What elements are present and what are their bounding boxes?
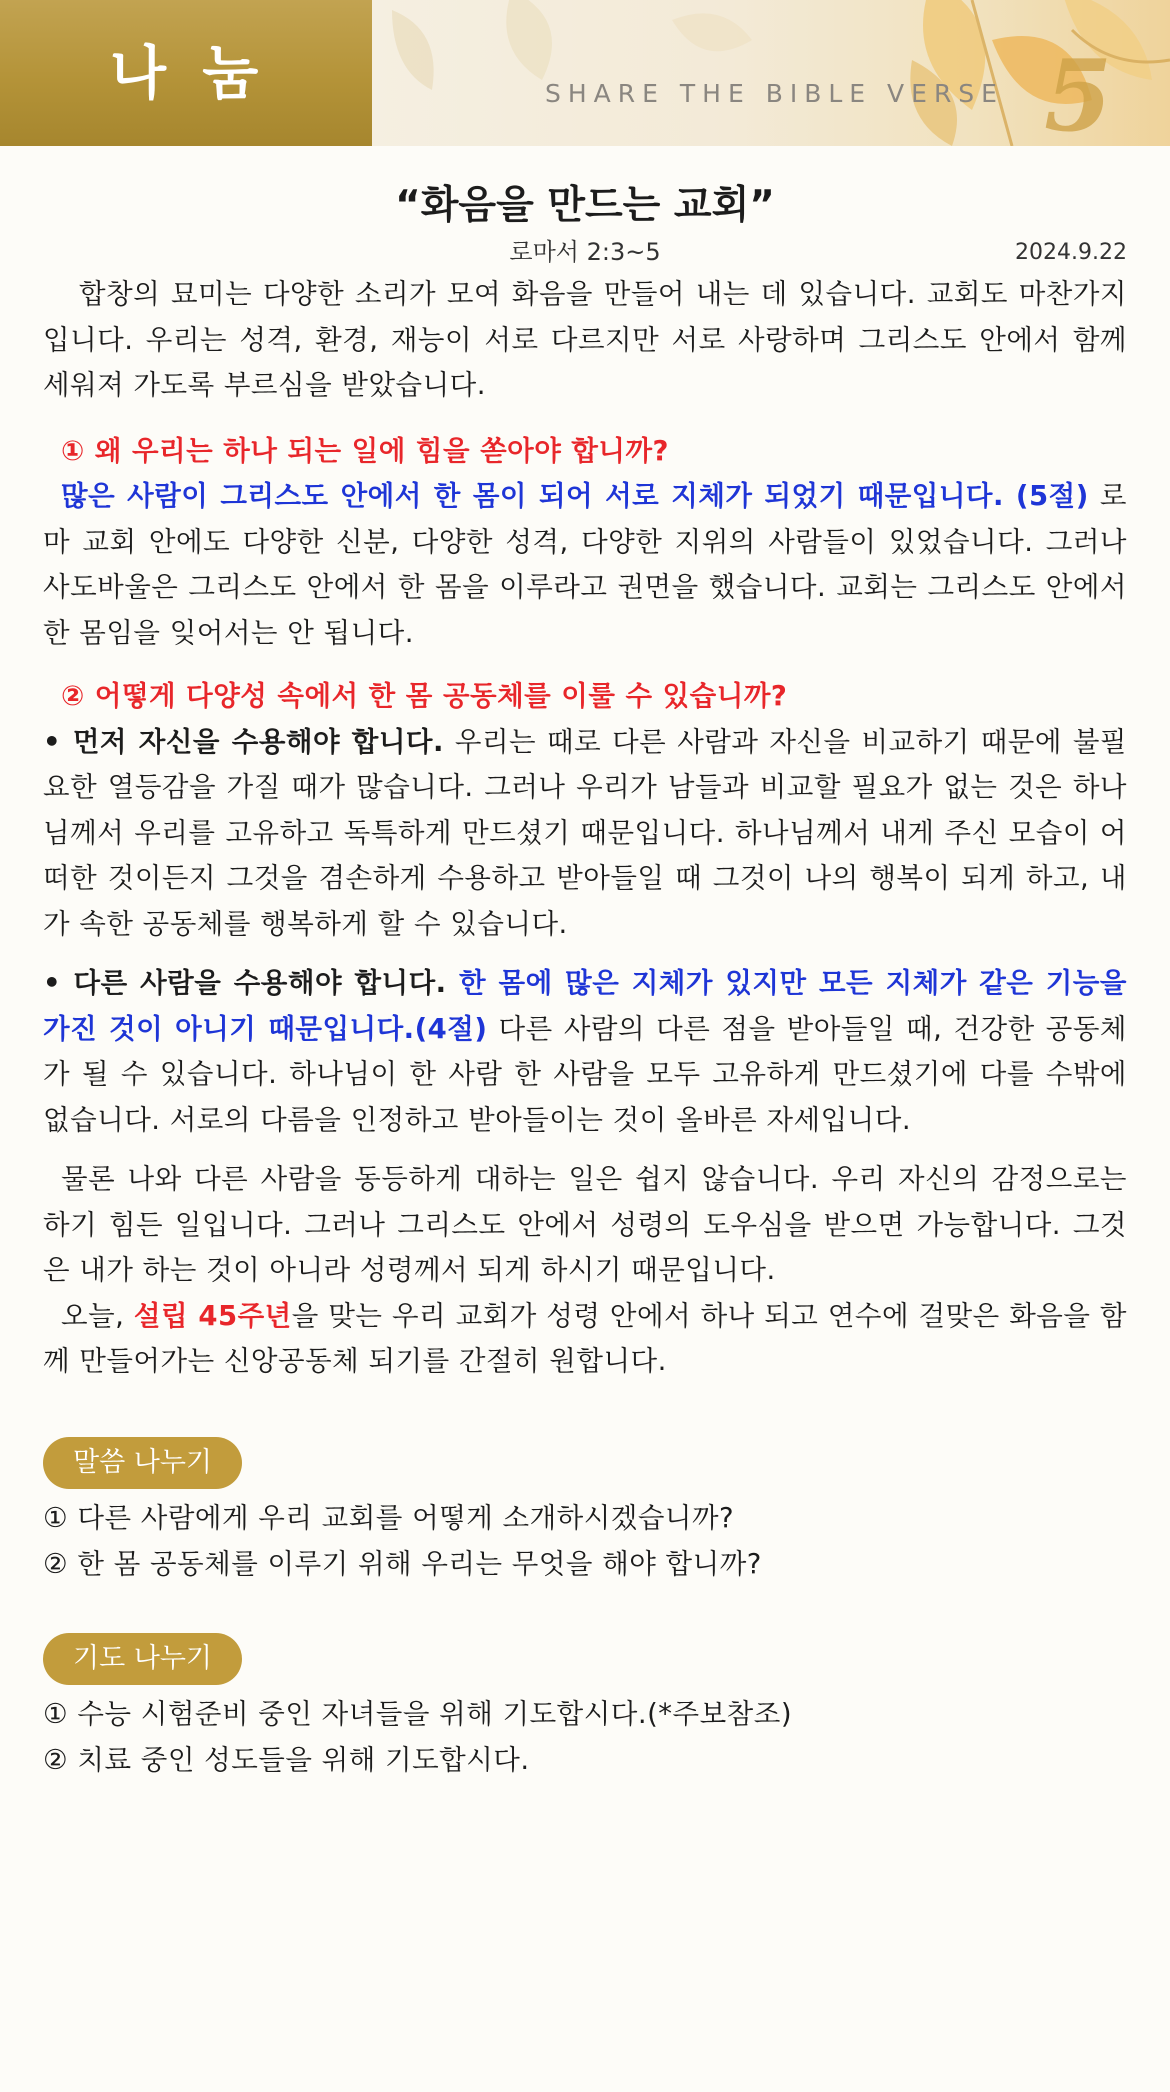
section2-point2 — [43, 961, 1127, 1143]
anniversary-highlight: 설립 45주년 — [133, 1299, 292, 1332]
prayer-sharing-item-1: ① 수능 시험준비 중인 자녀들을 위해 기도합시다.(*주보참조) — [43, 1697, 793, 1730]
closing-end: 을 맞는 우리 교회가 성령 안에서 하나 되고 연수에 걸맞은 화음을 함께 만들어가는 신앙공동체 되기를 간절히 원합니다. — [43, 1299, 1127, 1377]
scripture-reference: 로마서 2:3~5 — [509, 238, 661, 266]
point2-body: 다른 사람의 다른 점을 받아들일 때, 건강한 공동체가 될 수 있습니다. 하나님이 한 사람 한 사람을 모두 고유하게 만드셨기에 다를 수밖에 없습니다. 서로의 다름을 인정하고 받아들이는 것이 올바른 자세입니다. — [43, 1012, 1127, 1136]
section1-answer-verse: 많은 사람이 그리스도 안에서 한 몸이 되어 서로 지체가 되었기 때문입니다. (5절) — [61, 480, 1089, 512]
closing-paragraph-2 — [43, 1294, 1127, 1385]
word-sharing-label: 말씀 나누기 — [43, 1437, 242, 1489]
prayer-sharing-label: 기도 나누기 — [43, 1633, 242, 1685]
point2-verse: 한 몸에 많은 지체가 있지만 모든 지체가 같은 기능을 가진 것이 아니기 때문입니다.(4절) — [43, 967, 1127, 1045]
point1-body: 우리는 때로 다른 사람과 자신을 비교하기 때문에 불필요한 열등감을 가질 때가 많습니다. 그러나 우리가 남들과 비교할 필요가 없는 것은 하나님께서 우리를 고유하고 독특하게 만드셨기 때문입니다. 하나님께서 내게 주신 모습이 어떠한 것이든지 그것을 겸손하게 수용하고 받아들일 때 그것이 나의 행복이 되게 하고, 내가 속한 공동체를 행복하게 할 수 있습니다. — [43, 725, 1127, 940]
closing-paragraph-1: 물론 나와 다른 사람을 동등하게 대하는 일은 쉽지 않습니다. 우리 자신의 감정으로는 하기 힘든 일입니다. 그러나 그리스도 안에서 성령의 도우심을 받으면 가능합니다. 그것은 내가 하는 것이 아니라 성령께서 되게 하시기 때문입니다. — [43, 1163, 1127, 1286]
point2-heading: • 다른 사람을 수용해야 합니다. — [43, 967, 447, 999]
header-subtitle: SHARE THE BIBLE VERSE — [545, 79, 1004, 108]
header-number: 5 — [1044, 39, 1113, 146]
sermon-title: “화음을 만드는 교회” — [395, 183, 775, 228]
header-banner — [0, 0, 1170, 146]
sermon-date: 2024.9.22 — [1015, 240, 1127, 265]
question-2: ② 어떻게 다양성 속에서 한 몸 공동체를 이룰 수 있습니까? — [61, 680, 788, 712]
section1-body: 로마 교회 안에도 다양한 신분, 다양한 성격, 다양한 지위의 사람들이 있었습니다. 그러나 사도바울은 그리스도 안에서 한 몸을 이루라고 권면을 했습니다. 교회는 그리스도 안에서 한 몸임을 잊어서는 안 됩니다. — [43, 480, 1128, 649]
closing-start: 오늘, — [61, 1299, 134, 1332]
question-1: ① 왜 우리는 하나 되는 일에 힘을 쏟아야 합니까? — [61, 434, 669, 467]
header-title: 나 눔 — [110, 39, 267, 107]
section2-point1 — [43, 720, 1127, 948]
section1-paragraph — [43, 474, 1127, 656]
word-sharing-item-1: ① 다른 사람에게 우리 교회를 어떻게 소개하시겠습니까? — [43, 1501, 735, 1534]
point1-heading: • 먼저 자신을 수용해야 합니다. — [43, 725, 444, 758]
word-sharing-item-2: ② 한 몸 공동체를 이루기 위해 우리는 무엇을 해야 합니까? — [43, 1547, 762, 1580]
intro-paragraph: 합창의 묘미는 다양한 소리가 모여 화음을 만들어 내는 데 있습니다. 교회도 마찬가지입니다. 우리는 성격, 환경, 재능이 서로 다르지만 서로 사랑하며 그리스도 안에서 함께 세워져 가도록 부르심을 받았습니다. — [43, 278, 1127, 401]
main-content — [0, 174, 1170, 1783]
reference-row — [43, 226, 1127, 268]
prayer-sharing-item-2: ② 치료 중인 성도들을 위해 기도합시다. — [43, 1743, 530, 1776]
